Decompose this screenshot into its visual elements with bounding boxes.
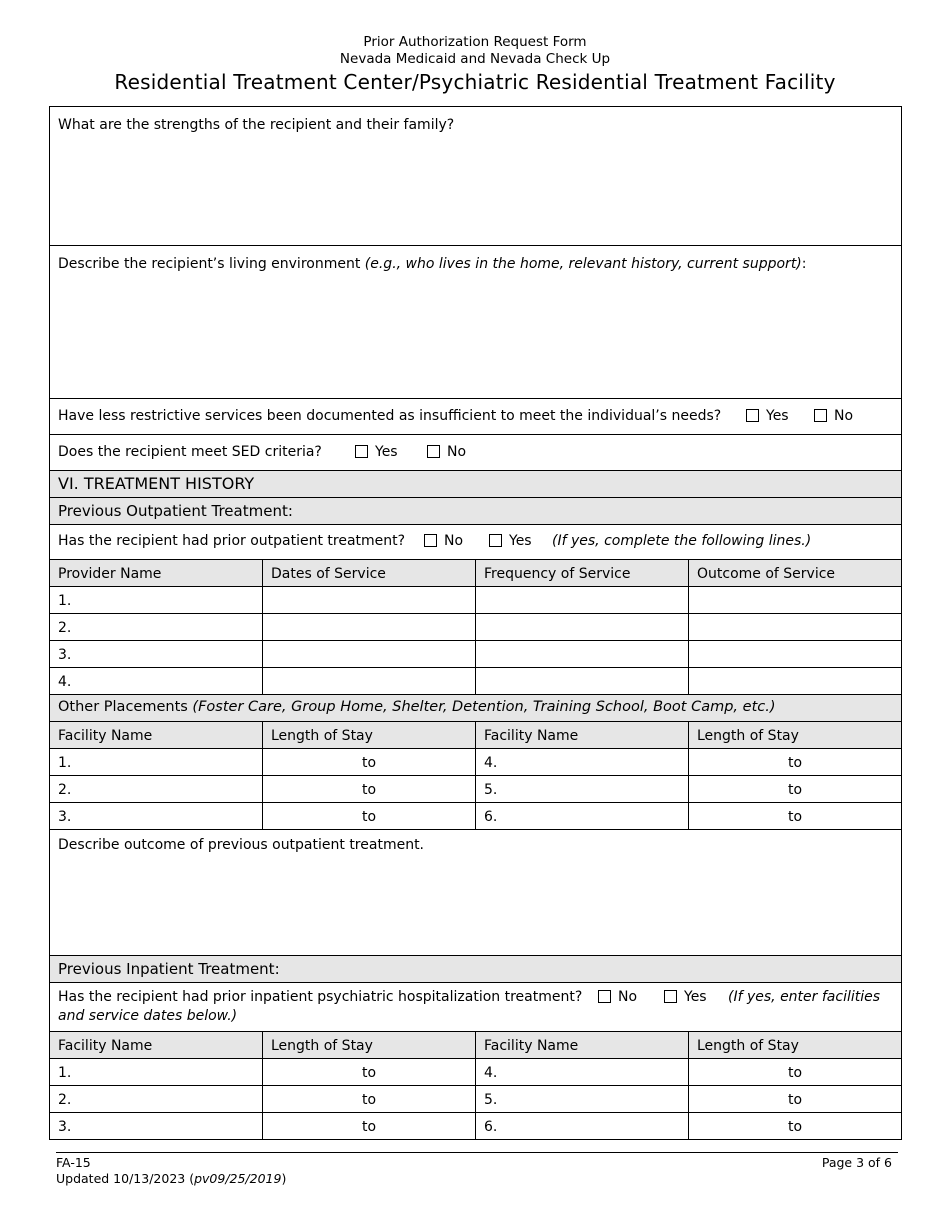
facility-name-cell[interactable]: 6. — [476, 803, 689, 829]
inpatient-heading: Previous Inpatient Treatment: — [58, 960, 280, 978]
dates-of-service-cell[interactable] — [263, 587, 476, 613]
living-environment-colon: : — [801, 256, 807, 272]
column-header: Length of Stay — [697, 728, 799, 744]
frequency-of-service-cell[interactable] — [476, 668, 689, 694]
table-row — [50, 749, 901, 776]
inpatient-hint-1: (If yes, enter facilities — [728, 989, 881, 1005]
outpatient-question-row — [50, 525, 901, 560]
facility-name-cell[interactable]: 3. — [50, 803, 263, 829]
inpatient-no[interactable]: No — [598, 989, 637, 1005]
inpatient-header — [50, 956, 901, 983]
length-of-stay-cell[interactable]: to — [263, 1113, 476, 1139]
living-environment-question — [58, 256, 807, 272]
sed-question: Does the recipient meet SED criteria? — [58, 444, 322, 460]
inpatient-question: Has the recipient had prior inpatient psychiatric hospitalization treatment? — [58, 989, 583, 1005]
column-header: Facility Name — [50, 722, 263, 748]
section-title: VI. TREATMENT HISTORY — [58, 474, 255, 493]
column-header: Provider Name — [50, 560, 263, 586]
dates-of-service-cell[interactable] — [263, 614, 476, 640]
length-of-stay-cell[interactable]: to — [263, 803, 476, 829]
frequency-of-service-cell[interactable] — [476, 641, 689, 667]
facility-name-cell[interactable]: 5. — [476, 1086, 689, 1112]
column-header: Facility Name — [476, 722, 689, 748]
other-placements-label: Other Placements (Foster Care, Group Home, Shelter, Detention, Training School, Boot Camp, etc.) — [58, 699, 776, 715]
length-of-stay-cell[interactable]: to — [787, 782, 803, 798]
outpatient-yes[interactable]: Yes — [489, 533, 532, 549]
living-environment-field[interactable] — [50, 246, 901, 399]
less-restrictive-row — [50, 399, 901, 435]
provider-name-cell[interactable]: 1. — [50, 587, 263, 613]
facility-name-cell[interactable]: 2. — [50, 1086, 263, 1112]
table-row — [50, 803, 901, 830]
less-restrictive-no[interactable]: No — [814, 408, 853, 424]
checkbox-icon[interactable] — [746, 409, 759, 422]
checkbox-icon[interactable] — [598, 990, 611, 1003]
checkbox-icon[interactable] — [355, 445, 368, 458]
provider-name-cell[interactable]: 3. — [50, 641, 263, 667]
less-restrictive-question: Have less restrictive services been documented as insufficient to meet the individual’s needs? — [58, 408, 722, 424]
outcome-of-service-cell[interactable] — [689, 614, 901, 640]
outpatient-hint: (If yes, complete the following lines.) — [552, 533, 812, 549]
living-environment-hint: (e.g., who lives in the home, relevant history, current support) — [364, 256, 802, 272]
inpatient-yes[interactable]: Yes — [664, 989, 707, 1005]
page-number: Page 3 of 6 — [821, 1155, 892, 1170]
facility-name-cell[interactable]: 2. — [50, 776, 263, 802]
length-of-stay-cell[interactable]: to — [787, 809, 803, 825]
other-placements-header — [50, 695, 901, 722]
sed-no[interactable]: No — [427, 444, 466, 460]
length-of-stay-cell[interactable]: to — [263, 1086, 476, 1112]
less-restrictive-yes[interactable]: Yes — [746, 408, 789, 424]
checkbox-icon[interactable] — [664, 990, 677, 1003]
table-row — [50, 1113, 901, 1139]
inpatient-hint-2: and service dates below.) — [58, 1008, 238, 1024]
updated-date: Updated 10/13/2023 (pv09/25/2019) — [56, 1171, 287, 1186]
table-row — [50, 668, 901, 695]
facility-name-cell[interactable]: 6. — [476, 1113, 689, 1139]
outpatient-table-header — [50, 560, 901, 587]
dates-of-service-cell[interactable] — [263, 641, 476, 667]
inpatient-table-header — [50, 1032, 901, 1059]
table-row — [50, 1086, 901, 1113]
frequency-of-service-cell[interactable] — [476, 614, 689, 640]
section-header — [50, 471, 901, 498]
strengths-question: What are the strengths of the recipient and their family? — [58, 117, 455, 133]
length-of-stay-cell[interactable]: to — [787, 1092, 803, 1108]
column-header: Length of Stay — [263, 722, 476, 748]
outcome-of-service-cell[interactable] — [689, 668, 901, 694]
outcome-description-field[interactable] — [50, 830, 901, 956]
outcome-prompt: Describe outcome of previous outpatient treatment. — [58, 837, 425, 853]
sed-yes[interactable]: Yes — [355, 444, 398, 460]
outpatient-header — [50, 498, 901, 525]
treatment-history-form — [49, 106, 902, 1140]
column-header: Dates of Service — [263, 560, 476, 586]
checkbox-icon[interactable] — [814, 409, 827, 422]
table-row — [50, 776, 901, 803]
outpatient-no[interactable]: No — [424, 533, 463, 549]
living-environment-label: Describe the recipient’s living environment — [58, 256, 361, 272]
length-of-stay-cell[interactable]: to — [263, 749, 476, 775]
column-header: Length of Stay — [263, 1032, 476, 1058]
outpatient-heading: Previous Outpatient Treatment: — [58, 502, 293, 520]
sed-row — [50, 435, 901, 471]
outcome-of-service-cell[interactable] — [689, 641, 901, 667]
facility-name-cell[interactable]: 4. — [476, 1059, 689, 1085]
facility-name-cell[interactable]: 1. — [50, 749, 263, 775]
form-header-line2: Nevada Medicaid and Nevada Check Up — [339, 51, 611, 67]
column-header: Outcome of Service — [697, 566, 836, 582]
column-header: Facility Name — [476, 1032, 689, 1058]
form-title: Residential Treatment Center/Psychiatric Residential Treatment Facility — [114, 70, 836, 94]
column-header: Frequency of Service — [476, 560, 689, 586]
outcome-of-service-cell[interactable] — [689, 587, 901, 613]
form-id: FA-15 — [56, 1155, 91, 1170]
form-header-line1: Prior Authorization Request Form — [363, 34, 587, 50]
facility-name-cell[interactable]: 1. — [50, 1059, 263, 1085]
checkbox-icon[interactable] — [424, 534, 437, 547]
table-row — [50, 614, 901, 641]
provider-name-cell[interactable]: 4. — [50, 668, 263, 694]
inpatient-question-row — [50, 983, 901, 1032]
column-header: Length of Stay — [697, 1038, 799, 1054]
facility-name-cell[interactable]: 3. — [50, 1113, 263, 1139]
dates-of-service-cell[interactable] — [263, 668, 476, 694]
length-of-stay-cell[interactable]: to — [263, 776, 476, 802]
length-of-stay-cell[interactable]: to — [263, 1059, 476, 1085]
strengths-field[interactable] — [50, 107, 901, 246]
table-row — [50, 641, 901, 668]
placements-table-header — [50, 722, 901, 749]
table-row — [50, 587, 901, 614]
table-row — [50, 1059, 901, 1086]
column-header: Facility Name — [50, 1032, 263, 1058]
length-of-stay-cell[interactable]: to — [787, 1119, 803, 1135]
outpatient-question: Has the recipient had prior outpatient treatment? — [58, 533, 406, 549]
facility-name-cell[interactable]: 5. — [476, 776, 689, 802]
footer-divider — [56, 1152, 898, 1153]
provider-name-cell[interactable]: 2. — [50, 614, 263, 640]
length-of-stay-cell[interactable]: to — [787, 755, 803, 771]
checkbox-icon[interactable] — [489, 534, 502, 547]
checkbox-icon[interactable] — [427, 445, 440, 458]
length-of-stay-cell[interactable]: to — [787, 1065, 803, 1081]
frequency-of-service-cell[interactable] — [476, 587, 689, 613]
facility-name-cell[interactable]: 4. — [476, 749, 689, 775]
